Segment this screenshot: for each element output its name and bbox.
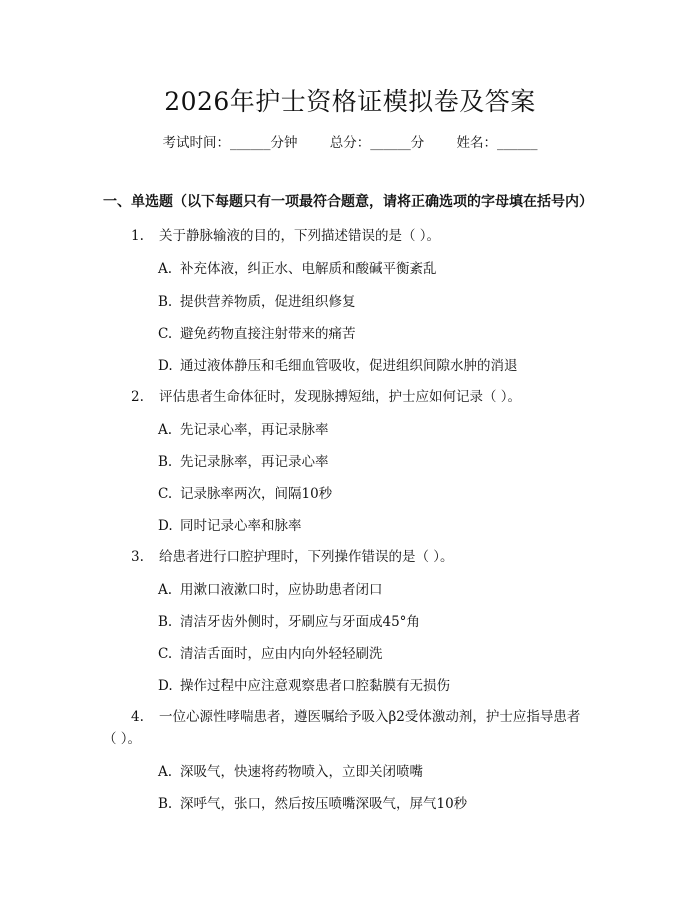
option <box>158 760 423 780</box>
option <box>158 642 383 662</box>
exam-time: 考试时间：______分钟 <box>162 135 298 151</box>
page-title: 2026年护士资格证模拟卷及答案 <box>164 87 536 116</box>
option-text: 补充体液，纠正水、电解质和酸碱平衡紊乱 <box>180 261 437 277</box>
exam-meta <box>0 131 700 151</box>
option-text: 用漱口液漱口时，应协助患者闭口 <box>180 582 383 598</box>
option-text: 提供营养物质，促进组织修复 <box>180 294 356 310</box>
question-number: 3. <box>131 549 144 565</box>
option-text: 避免药物直接注射带来的痛苦 <box>180 326 356 342</box>
option-text: 清洁舌面时，应由内向外轻轻刷洗 <box>180 646 383 662</box>
option-letter: A. <box>158 582 173 598</box>
total-score: 总分：______分 <box>329 135 425 151</box>
option <box>158 482 332 502</box>
option-letter: D. <box>158 518 173 534</box>
option-letter: C. <box>158 326 173 342</box>
question-number: 2. <box>131 389 144 405</box>
option-letter: C. <box>158 486 173 502</box>
option-text: 操作过程中应注意观察患者口腔黏膜有无损伤 <box>180 678 450 694</box>
question-text: 一位心源性哮喘患者，遵医嘱给予吸入β2受体激动剂，护士应指导患者 <box>159 709 581 725</box>
option <box>158 792 467 812</box>
option <box>158 322 356 342</box>
section-heading: 一、单选题（以下每题只有一项最符合题意，请将正确选项的字母填在括号内） <box>103 194 593 210</box>
option-letter: D. <box>158 358 173 374</box>
option <box>158 418 329 438</box>
option-letter: A. <box>158 764 173 780</box>
option-text: 先记录脉率，再记录心率 <box>180 454 329 470</box>
option-letter: B. <box>158 614 173 630</box>
question-text-continued: （ ）。 <box>103 731 142 747</box>
option <box>158 257 437 277</box>
option <box>158 450 329 470</box>
question-number: 1. <box>131 228 144 244</box>
option <box>158 578 383 598</box>
option <box>158 354 518 374</box>
option <box>158 674 450 694</box>
question-number: 4. <box>131 709 144 725</box>
question-3 <box>131 545 454 565</box>
question-2 <box>131 385 521 405</box>
option-letter: A. <box>158 261 173 277</box>
option-text: 深吸气，快速将药物喷入，立即关闭喷嘴 <box>180 764 423 780</box>
option-letter: B. <box>158 454 173 470</box>
option-text: 清洁牙齿外侧时，牙刷应与牙面成45°角 <box>180 614 420 630</box>
question-text: 给患者进行口腔护理时，下列操作错误的是（ ）。 <box>159 549 454 565</box>
option <box>158 610 420 630</box>
question-text: 评估患者生命体征时，发现脉搏短绌，护士应如何记录（ ）。 <box>159 389 522 405</box>
question-1 <box>131 224 440 244</box>
option-letter: D. <box>158 678 173 694</box>
option-text: 记录脉率两次，间隔10秒 <box>180 486 333 502</box>
option-text: 同时记录心率和脉率 <box>180 518 302 534</box>
option <box>158 290 356 310</box>
question-4 <box>131 705 580 725</box>
option-text: 先记录心率，再记录脉率 <box>180 422 329 438</box>
student-name: 姓名：______ <box>456 135 538 151</box>
question-text: 关于静脉输液的目的，下列描述错误的是（ ）。 <box>159 228 441 244</box>
option-text: 深呼气，张口，然后按压喷嘴深吸气，屏气10秒 <box>180 796 468 812</box>
option-letter: A. <box>158 422 173 438</box>
option <box>158 514 302 534</box>
option-text: 通过液体静压和毛细血管吸收，促进组织间隙水肿的消退 <box>180 358 518 374</box>
option-letter: C. <box>158 646 173 662</box>
option-letter: B. <box>158 294 173 310</box>
option-letter: B. <box>158 796 173 812</box>
